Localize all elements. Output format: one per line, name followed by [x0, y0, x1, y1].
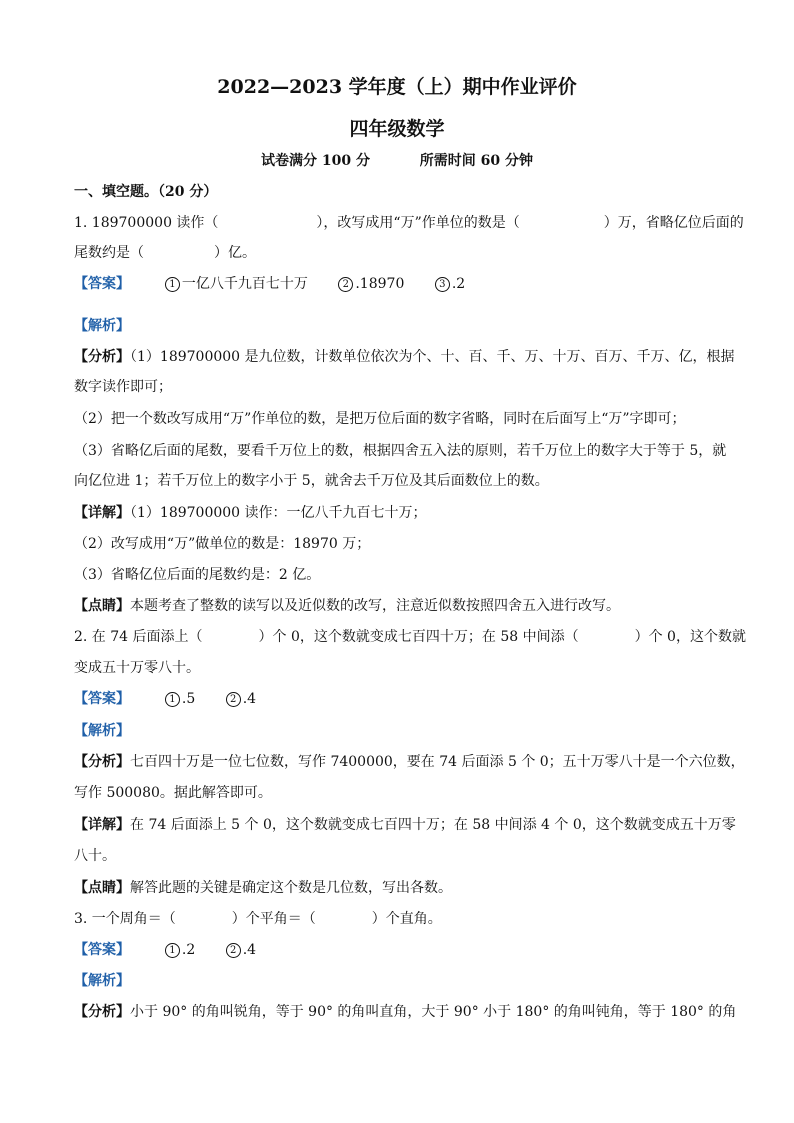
- document-title: 2022—2023 学年度（上）期中作业评价: [217, 76, 577, 98]
- circle-number: 1: [165, 692, 180, 707]
- answer-tag: 【答案】: [74, 942, 130, 958]
- q2-analysis-line1: 【分析】七百四十万是一位七位数，写作 7400000，要在 74 后面添 5 个 0；五十万零八十是一个六位数，: [74, 754, 745, 770]
- q3-answer-row: [74, 940, 724, 960]
- q1-text-line1: 1. 189700000 读作（ ），改写成用“万”作单位的数是（ ）万，省略亿位后面的: [74, 215, 744, 231]
- q3-analysis-line1: 【分析】小于 90° 的角叫锐角，等于 90° 的角叫直角，大于 90° 小于 180° 的角叫钝角，等于 180° 的角: [74, 1004, 737, 1020]
- section-heading: 一、填空题。（20 分）: [74, 184, 218, 200]
- time-info: 所需时间 60 分钟: [419, 153, 533, 169]
- q3-answer-1: 1 .2: [165, 940, 195, 960]
- q1-analysis-line3: （2）把一个数改写成用“万”作单位的数，是把万位后面的数字省略，同时在后面写上“万”字即可；: [74, 411, 686, 427]
- analysis-title: 【解析】: [74, 318, 130, 334]
- analysis-title: 【解析】: [74, 723, 130, 739]
- q2-detail-line2: 八十。: [74, 848, 116, 864]
- circle-number: 2: [338, 277, 353, 292]
- score-info: 试卷满分 100 分: [261, 153, 370, 169]
- q2-comment: 【点睛】解答此题的关键是确定这个数是几位数，写出各数。: [74, 880, 452, 896]
- q1-analysis-line1: 【分析】（1）189700000 是九位数，计数单位依次为个、十、百、千、万、十万、百万、千万、亿，根据: [74, 349, 735, 365]
- circle-number: 2: [226, 943, 241, 958]
- exam-meta: [0, 150, 794, 170]
- circle-number: 3: [435, 277, 450, 292]
- q1-analysis-line5: 向亿位进 1；若千万位上的数字小于 5，就舍去千万位及其后面数位上的数。: [74, 473, 549, 489]
- q3-answer-2: 2 .4: [226, 940, 256, 960]
- q1-answer-row: [74, 274, 724, 294]
- q3-text-line1: 3. 一个周角＝（ ）个平角＝（ ）个直角。: [74, 911, 442, 927]
- document-subtitle: 四年级数学: [349, 118, 445, 140]
- q1-detail-line2: （2）改写成用“万”做单位的数是：18970 万；: [74, 536, 371, 552]
- analysis-title: 【解析】: [74, 973, 130, 989]
- answer-tag: 【答案】: [74, 276, 130, 292]
- circle-number: 1: [165, 277, 180, 292]
- q1-text-line2: 尾数约是（ ）亿。: [74, 245, 256, 261]
- q1-analysis-line4: （3）省略亿后面的尾数，要看千万位上的数，根据四舍五入法的原则，若千万位上的数字大于等于 5，就: [74, 443, 727, 459]
- answer-tag: 【答案】: [74, 691, 130, 707]
- circle-number: 1: [165, 943, 180, 958]
- q1-detail-line3: （3）省略亿位后面的尾数约是：2 亿。: [74, 567, 321, 583]
- q1-analysis-line2: 数字读作即可；: [74, 379, 172, 395]
- circle-number: 2: [226, 692, 241, 707]
- q2-analysis-line2: 写作 500080。据此解答即可。: [74, 785, 272, 801]
- q2-text-line2: 变成五十万零八十。: [74, 660, 200, 676]
- q1-detail-line1: 【详解】（1）189700000 读作：一亿八千九百七十万；: [74, 505, 427, 521]
- q2-text-line1: 2. 在 74 后面添上（ ）个 0，这个数就变成七百四十万；在 58 中间添（ ）个 0，这个数就: [74, 629, 746, 645]
- q2-detail-line1: 【详解】在 74 后面添上 5 个 0，这个数就变成七百四十万；在 58 中间添 4 个 0，这个数就变成五十万零: [74, 817, 736, 833]
- q1-answer-3: 3 .2: [435, 274, 465, 294]
- q2-answer-row: [74, 689, 724, 709]
- q1-comment: 【点睛】本题考查了整数的读写以及近似数的改写，注意近似数按照四舍五入进行改写。: [74, 598, 620, 614]
- q2-answer-1: 1 .5: [165, 689, 195, 709]
- q2-answer-2: 2 .4: [226, 689, 256, 709]
- q1-answer-2: 2 .18970: [338, 274, 404, 294]
- q1-answer-1: 1 一亿八千九百七十万: [165, 274, 308, 294]
